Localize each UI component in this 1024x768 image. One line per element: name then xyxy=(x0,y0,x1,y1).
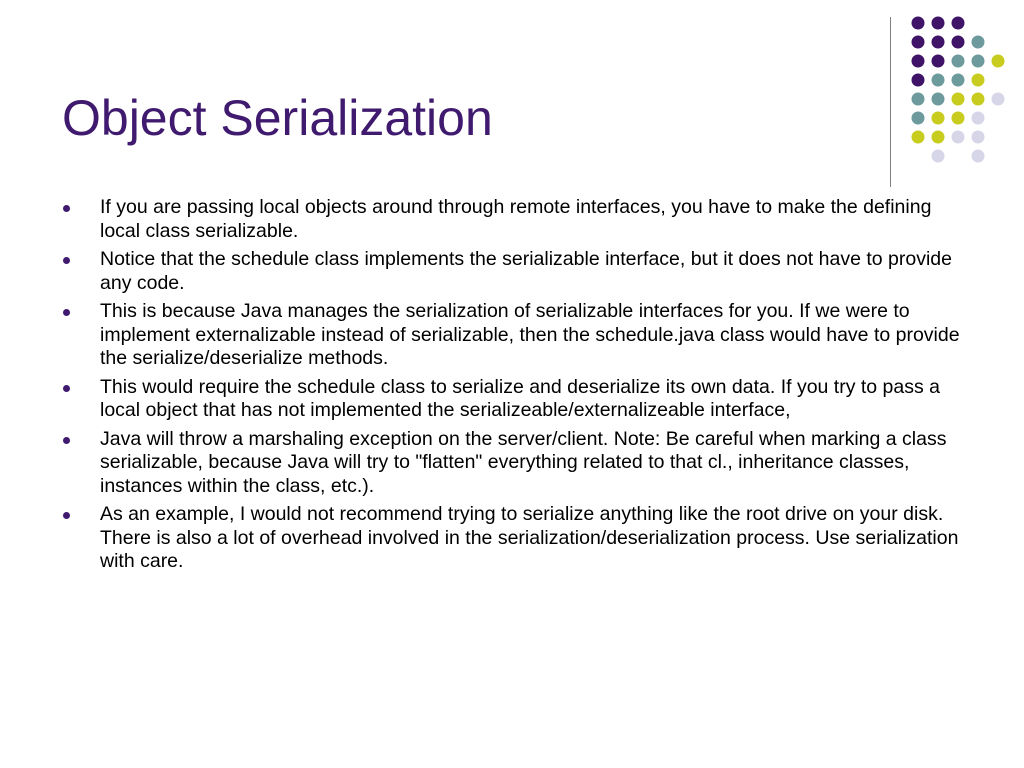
decorative-dot xyxy=(992,93,1005,106)
decorative-dot xyxy=(952,93,965,106)
bullet-item xyxy=(62,503,972,574)
decorative-dot xyxy=(972,131,985,144)
bullet-marker-icon xyxy=(63,437,70,444)
decorative-dot xyxy=(972,55,985,68)
decorative-dot xyxy=(912,17,925,30)
decorative-dot xyxy=(952,17,965,30)
bullet-item xyxy=(62,248,972,295)
bullet-marker-icon xyxy=(63,385,70,392)
decorative-dot xyxy=(932,150,945,163)
bullet-text: This is because Java manages the serialization of serializable interfaces for you. If we were to implement externalizable instead of serializable, then the schedule.java class would have to provide the serialize/deserialize methods. xyxy=(100,300,960,369)
bullet-list xyxy=(62,196,972,579)
bullet-text: As an example, I would not recommend trying to serialize anything like the root drive on your disk. There is also a lot of overhead involved in the serialization/deserialization process. Use serialization with care. xyxy=(100,503,959,572)
bullet-text: Notice that the schedule class implements the serializable interface, but it does not have to provide any code. xyxy=(100,248,952,294)
decorative-dot xyxy=(972,74,985,87)
decorative-dot xyxy=(952,131,965,144)
decorative-dot xyxy=(912,74,925,87)
bullet-text: This would require the schedule class to serialize and deserialize its own data. If you try to pass a local object that has not implemented the serializeable/externalizeable interface, xyxy=(100,375,941,421)
decorative-dot xyxy=(912,112,925,125)
decorative-dot xyxy=(912,36,925,49)
decorative-dot xyxy=(932,36,945,49)
bullet-item xyxy=(62,428,972,499)
decorative-dot xyxy=(932,74,945,87)
decorative-dot xyxy=(972,150,985,163)
bullet-item xyxy=(62,376,972,423)
decorative-dot xyxy=(952,74,965,87)
decorative-dot xyxy=(932,131,945,144)
bullet-item xyxy=(62,300,972,371)
title-divider-line xyxy=(890,17,891,187)
decorative-dot xyxy=(932,112,945,125)
decorative-dot xyxy=(952,112,965,125)
decorative-dot xyxy=(972,112,985,125)
decorative-dot xyxy=(972,36,985,49)
bullet-item xyxy=(62,196,972,243)
decorative-dot xyxy=(912,131,925,144)
decorative-dot xyxy=(972,93,985,106)
decorative-dot xyxy=(932,93,945,106)
decorative-dot xyxy=(912,55,925,68)
decorative-dot xyxy=(932,17,945,30)
bullet-text: Java will throw a marshaling exception on the server/client. Note: Be careful when marking a class serializable, because Java will try to "flatten" everything related to that cl., inheritance classes, instances within the class, etc.). xyxy=(100,427,947,497)
bullet-marker-icon xyxy=(63,309,70,316)
decorative-dot xyxy=(912,93,925,106)
decorative-dot xyxy=(952,36,965,49)
bullet-marker-icon xyxy=(63,205,70,212)
slide-title: Object Serialization xyxy=(62,90,493,146)
decorative-dot xyxy=(952,55,965,68)
bullet-marker-icon xyxy=(63,257,70,264)
decorative-dot xyxy=(992,55,1005,68)
bullet-marker-icon xyxy=(63,512,70,519)
decorative-dot xyxy=(932,55,945,68)
bullet-text: If you are passing local objects around through remote interfaces, you have to make the defining local class serializable. xyxy=(100,196,932,242)
